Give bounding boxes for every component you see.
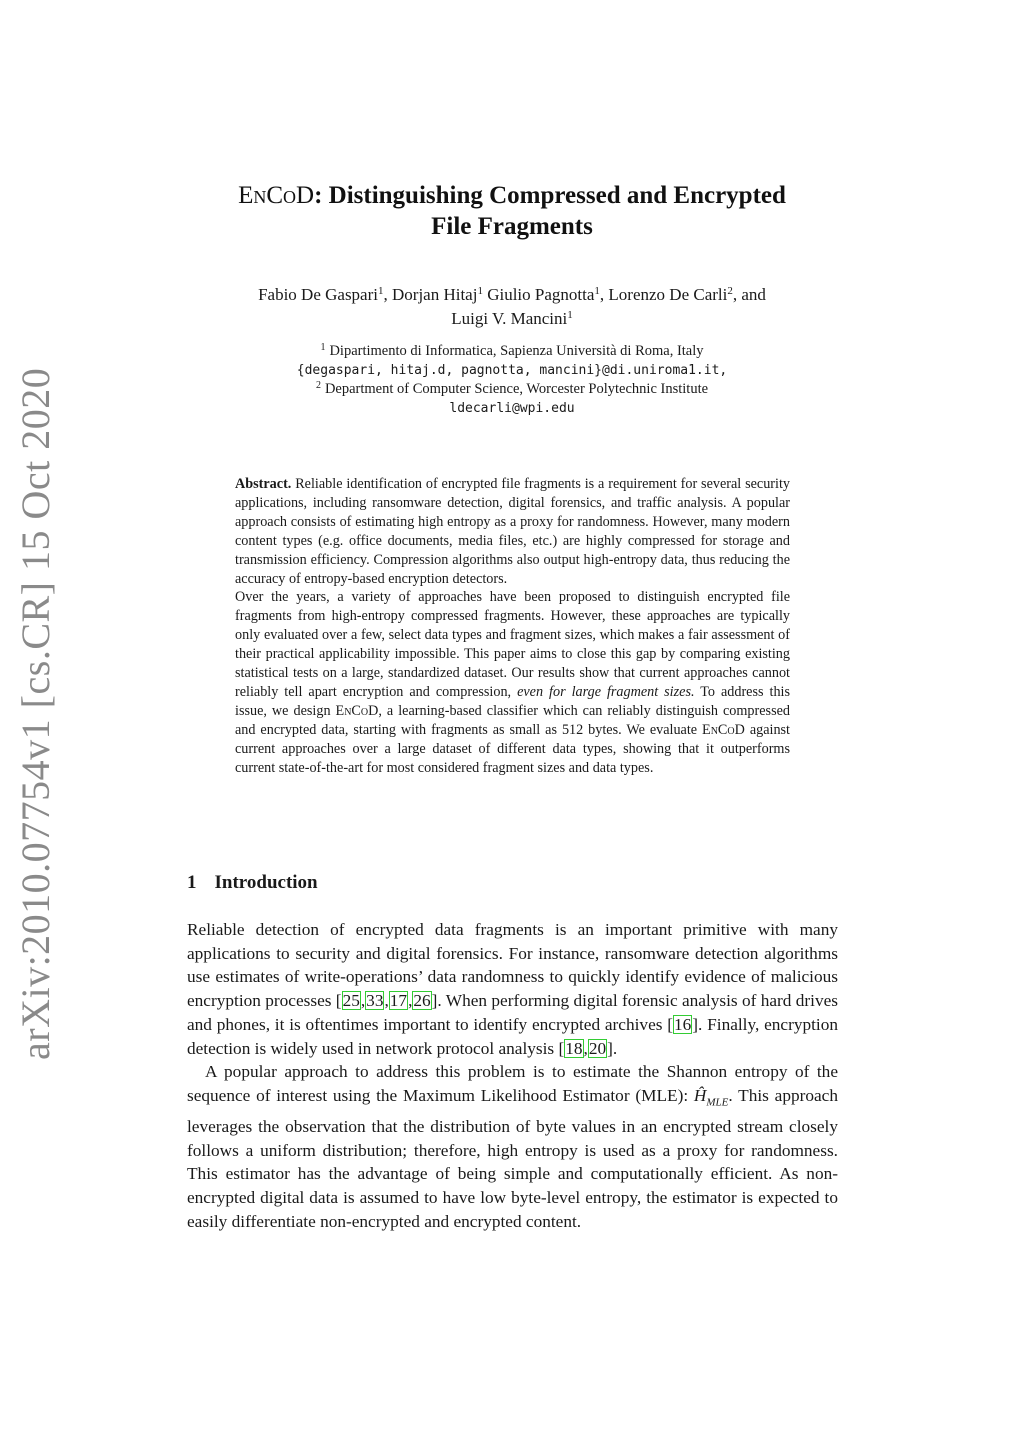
abstract-text: , a learning-based classifier which can reliably distinguish compressed and encrypted data, starting with fragments as small as 512 bytes. We evaluate: [235, 702, 790, 738]
affiliation-text: Dipartimento di Informatica, Sapienza Università di Roma, Italy: [329, 343, 704, 359]
body-text-run: ].: [607, 1038, 618, 1058]
citation-link[interactable]: 33: [366, 991, 384, 1011]
affil-mark: 1: [320, 342, 326, 353]
abstract-paragraph-2: [235, 588, 790, 777]
body-paragraph-1: Reliable detection of encrypted data fragments is an important primitive with many applications to security and digital forensics. For instance, ransomware detection algorithms use estimates of write-operations’ data randomness to quickly identify evidence of malicious encryption processes [25,33,17,26]. When performing digital forensic analysis of hard drives and phones, it is oftentimes important to identify encrypted archives [16]. Finally, encryption detection is widely used in network protocol analysis [18,20].: [187, 920, 839, 1058]
abstract-text: Over the years, a variety of approaches have been proposed to distinguish encrypted file fragments from high-entropy compressed fragments. However, these approaches are typically only evaluated over a few, select data types and fragment sizes, which makes a fair assessment of their practical applicability impossible. This paper aims to close this gap by comparing existing statistical tests on a large, standardized dataset. Our results show that current approaches cannot reliably tell apart encryption and compression,: [235, 589, 790, 700]
author-line-2: [0, 307, 1024, 331]
math-hmle: [693, 1085, 729, 1109]
affiliation-2: [0, 380, 1024, 399]
math-symbol: Ĥ: [693, 1085, 707, 1105]
affiliation-1-email[interactable]: {degaspari, hitaj.d, pagnotta, mancini}@di.uniroma1.it,: [296, 363, 728, 378]
author-conjunction: , and: [732, 285, 766, 304]
title-line-2: File Fragments: [431, 213, 593, 240]
author-name: Luigi V. Mancini: [451, 309, 568, 328]
affiliation-text: Department of Computer Science, Worcester Polytechnic Institute: [324, 381, 709, 397]
abstract: [235, 475, 790, 778]
title-line-1-text: : Distinguishing Compressed and Encrypted: [314, 182, 786, 209]
citation-link[interactable]: 26: [413, 991, 431, 1011]
paper-title: [0, 180, 1024, 242]
body-text-run: ]. When performing digital forensic analysis of hard drives and phones, it is oftentimes important to identify encrypted archives [: [187, 991, 838, 1034]
body-text: [187, 918, 838, 1234]
author-name: , Dorjan Hitaj: [383, 285, 478, 304]
citation-link[interactable]: 17: [389, 991, 408, 1011]
affil-mark: 2: [315, 380, 321, 391]
citation-link[interactable]: 18: [565, 1038, 583, 1058]
abstract-text: To address this issue, we design: [235, 683, 790, 719]
body-text-run: Reliable detection of encrypted data fragments is an important primitive with many applications to security and digital forensics. For instance, ransomware detection algorithms use estimates of write-operations’ data randomness to quickly identify evidence of malicious encryption processes [: [187, 920, 838, 1011]
body-text-run: ]. Finally, encryption detection is widely used in network protocol analysis [: [187, 1014, 839, 1058]
body-text-run: A popular approach to address this problem is to estimate the Shannon entropy of the sequence of interest using the Maximum Likelihood Estimator (MLE):: [187, 1062, 838, 1105]
body-text-run: . This approach leverages the observation that the distribution of byte values in an encrypted stream closely follows a uniform distribution; therefore, high entropy is used as a proxy for randomness. This estimator has the advantage of being simple and computationally efficient. As non-encrypted digital data is assumed to have low byte-level entropy, the estimator is expected to easily differentiate non-encrypted and encrypted content.: [187, 1085, 838, 1231]
section-heading: [187, 872, 318, 894]
math-subscript: MLE: [706, 1096, 729, 1109]
abstract-paragraph-1: [235, 475, 790, 588]
author-line-1: [0, 283, 1024, 307]
citation-link[interactable]: 16: [674, 1014, 692, 1034]
section-title: Introduction: [214, 872, 318, 893]
title-line-1: [0, 180, 1024, 211]
author-name: , Lorenzo De Carli: [599, 285, 728, 304]
title-brand: EnCoD: [238, 182, 315, 209]
author-affil-mark: 1: [378, 285, 384, 297]
abstract-emphasis: even for large fragment sizes.: [517, 683, 695, 700]
author-affil-mark: 1: [567, 309, 573, 321]
author-list: [0, 283, 1024, 331]
section-number: 1: [187, 872, 197, 893]
author-name: Fabio De Gaspari: [258, 285, 378, 304]
author-affil-mark: 1: [477, 285, 483, 297]
citation-link[interactable]: 20: [588, 1038, 607, 1058]
author-name: Giulio Pagnotta: [482, 285, 595, 304]
citation-link[interactable]: 25: [342, 991, 360, 1011]
affiliations: [0, 342, 1024, 418]
author-affil-mark: 2: [727, 285, 733, 297]
author-affil-mark: 1: [594, 285, 600, 297]
affiliation-1: [0, 342, 1024, 361]
abstract-label: Abstract.: [235, 476, 292, 492]
abstract-text: against current approaches over a large dataset of different data types, showing that it outperforms current state-of-the-art for most considered fragment sizes and data types.: [235, 721, 791, 776]
body-paragraph-2: [187, 1060, 838, 1233]
arxiv-side-stamp: arXiv:2010.07754v1 [cs.CR] 15 Oct 2020: [13, 367, 58, 1060]
affiliation-2-email[interactable]: ldecarli@wpi.edu: [449, 401, 575, 416]
abstract-brand: EnCoD: [702, 721, 745, 738]
abstract-text: Reliable identification of encrypted file fragments is a requirement for several security applications, including ransomware detection, digital forensics, and traffic analysis. A popular approach consists of estimating high entropy as a proxy for randomness. However, many modern content types (e.g. office documents, media files, etc.) are highly compressed for storage and transmission efficiency. Compression algorithms also output high-entropy data, thus reducing the accuracy of entropy-based encryption detectors.: [235, 476, 790, 587]
abstract-brand: EnCoD: [335, 702, 379, 719]
